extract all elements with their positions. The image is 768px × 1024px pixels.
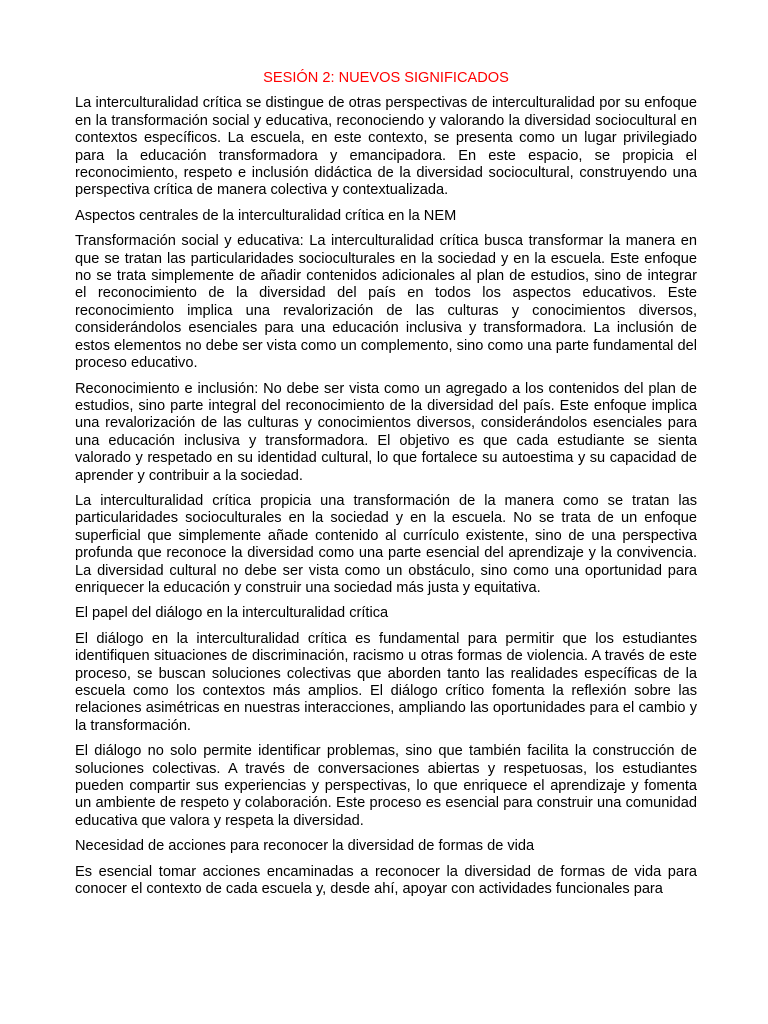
document-title: SESIÓN 2: NUEVOS SIGNIFICADOS — [263, 70, 509, 86]
paragraph-transformacion: Transformación social y educativa: La interculturalidad crítica busca transformar la manera en que se tratan las particularidades socioculturales en la sociedad y en la escuela. Este enfoque no se trata simplemente de añadir contenidos adicionales al plan de estudios, sino de integrar el reconocimiento de la diversidad del país en todos los aspectos educativos. Este reconocimiento implica una revalorización de las culturas y conocimientos diversos, considerándolos esenciales para una educación inclusiva y transformadora. La inclusión de estos elementos no debe ser vista como un complemento, sino como una parte fundamental del proceso educativo. — [75, 233, 697, 372]
paragraph-reconocimiento: Reconocimiento e inclusión: No debe ser vista como un agregado a los contenidos del plan de estudios, sino parte integral del reconocimiento de la diversidad del país. Este enfoque implica una revalorización de las culturas y conocimientos diversos, considerándolos esenciales para una educación inclusiva y transformadora. El objetivo es que cada estudiante se sienta valorado y respetado en su identidad cultural, lo que fortalece su autoestima y su capacidad de aprender y contribuir a la sociedad. — [75, 380, 697, 484]
section-heading-dialogo: El papel del diálogo en la interculturalidad crítica — [75, 605, 389, 622]
section-heading-acciones: Necesidad de acciones para reconocer la diversidad de formas de vida — [75, 838, 535, 855]
document-page — [75, 70, 697, 906]
paragraph-dialogo-2: El diálogo no solo permite identificar problemas, sino que también facilita la construcción de soluciones colectivas. A través de conversaciones abiertas y respetuosas, los estudiantes pueden compartir sus experiencias y perspectivas, lo que enriquece el aprendizaje y fomenta un ambiente de respeto y colaboración. Este proceso es esencial para construir una comunidad educativa que valora y respeta la diversidad. — [75, 743, 697, 829]
paragraph-acciones: Es esencial tomar acciones encaminadas a reconocer la diversidad de formas de vida para conocer el contexto de cada escuela y, desde ahí, apoyar con actividades funcionales para — [75, 863, 697, 898]
paragraph-dialogo-1: El diálogo en la interculturalidad crítica es fundamental para permitir que los estudiantes identifiquen situaciones de discriminación, racismo u otras formas de violencia. A través de este proceso, se buscan soluciones colectivas que aborden tanto las realidades específicas de la escuela como los contextos más amplios. El diálogo crítico fomenta la reflexión sobre las relaciones asimétricas en nuestras interacciones, ampliando las oportunidades para el cambio y la transformación. — [75, 630, 697, 734]
paragraph-intro: La interculturalidad crítica se distingue de otras perspectivas de interculturalidad por su enfoque en la transformación social y educativa, reconociendo y valorando la diversidad sociocultural en contextos específicos. La escuela, en este contexto, se presenta como un lugar privilegiado para la educación transformadora y emancipadora. En este espacio, se propicia el reconocimiento, respeto e inclusión didáctica de la diversidad sociocultural, construyendo una perspectiva crítica de manera colectiva y contextualizada. — [75, 95, 697, 199]
section-heading-aspectos: Aspectos centrales de la interculturalidad crítica en la NEM — [75, 207, 457, 224]
paragraph-interculturalidad: La interculturalidad crítica propicia una transformación de la manera como se tratan las particularidades socioculturales en la sociedad y en la escuela. No se trata de un enfoque superficial que simplemente añade contenido al currículo existente, sino de una perspectiva profunda que reconoce la diversidad como una parte esencial del aprendizaje y la convivencia. La diversidad cultural no debe ser vista como un obstáculo, sino como una oportunidad para enriquecer la educación y construir una sociedad más justa y equitativa. — [75, 492, 697, 596]
